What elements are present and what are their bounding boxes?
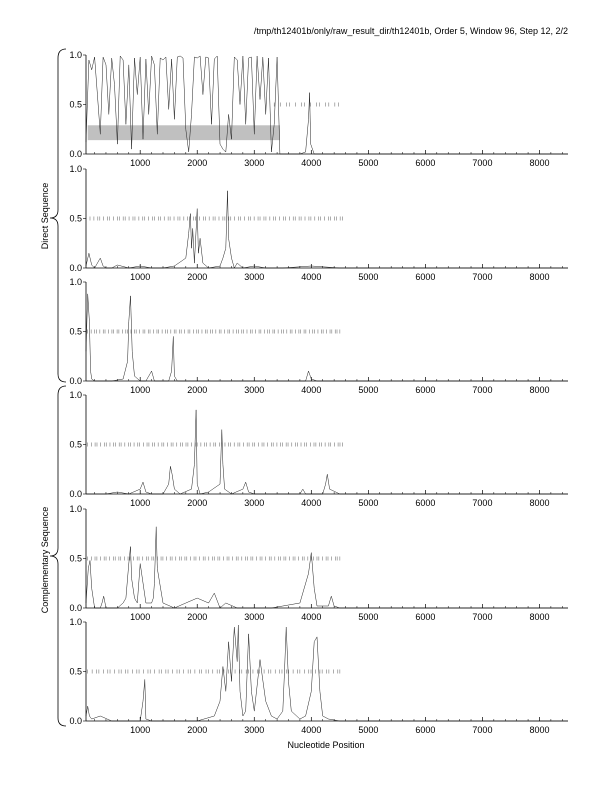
chart-panels: [69, 50, 568, 735]
complementary-bracket: [50, 386, 66, 726]
x-tick-label: 5000: [358, 272, 379, 282]
y-tick-label: 1.0: [69, 617, 82, 627]
x-tick-label: 3000: [244, 272, 265, 282]
y-tick-label: 0.5: [69, 326, 82, 337]
complementary-sequence-label: Complementary Sequence: [40, 506, 50, 614]
x-tick-label: 6000: [415, 725, 436, 735]
x-tick-label: 6000: [415, 612, 436, 622]
y-tick-label: 0.0: [69, 149, 82, 159]
x-tick-label: 2000: [187, 158, 208, 168]
x-tick-label: 4000: [301, 612, 322, 622]
panel-2: [69, 164, 568, 282]
x-tick-label: 3000: [244, 612, 265, 622]
x-tick-label: 4000: [301, 725, 322, 735]
x-tick-label: 4000: [301, 498, 322, 508]
panel-6: [69, 617, 568, 735]
x-tick-label: 6000: [415, 385, 436, 395]
x-tick-label: 7000: [472, 498, 493, 508]
x-tick-label: 7000: [472, 385, 493, 395]
x-axis-label: Nucleotide Position: [287, 740, 365, 750]
x-tick-label: 5000: [358, 385, 379, 395]
series-line: [86, 191, 568, 268]
x-tick-label: 2000: [187, 385, 208, 395]
y-tick-label: 0.5: [69, 213, 82, 224]
x-tick-label: 3000: [244, 498, 265, 508]
x-tick-label: 1000: [130, 158, 151, 168]
x-tick-label: 5000: [358, 158, 379, 168]
x-tick-label: 8000: [529, 725, 550, 735]
series-line: [86, 527, 568, 608]
y-tick-label: 0.0: [69, 489, 82, 499]
direct-sequence-label: Direct Sequence: [40, 182, 50, 250]
x-tick-label: 7000: [472, 272, 493, 282]
y-tick-label: 0.5: [69, 99, 82, 110]
series-line: [86, 410, 568, 494]
y-tick-label: 1.0: [69, 164, 82, 174]
x-tick-label: 1000: [130, 612, 151, 622]
y-tick-label: 0.0: [69, 603, 82, 613]
x-tick-label: 7000: [472, 158, 493, 168]
x-tick-label: 7000: [472, 725, 493, 735]
direct-bracket: [50, 49, 66, 382]
x-tick-label: 4000: [301, 385, 322, 395]
x-tick-label: 3000: [244, 385, 265, 395]
x-tick-label: 6000: [415, 498, 436, 508]
x-tick-label: 2000: [187, 725, 208, 735]
page-title: /tmp/th12401b/only/raw_result_dir/th12401b, Order 5, Window 96, Step 12, 2/2: [253, 26, 568, 36]
y-tick-label: 0.0: [69, 263, 82, 273]
x-tick-label: 5000: [358, 498, 379, 508]
x-tick-label: 8000: [529, 158, 550, 168]
group-brackets: [40, 49, 66, 726]
y-tick-label: 0.0: [69, 716, 82, 726]
x-tick-label: 5000: [358, 725, 379, 735]
x-tick-label: 3000: [244, 725, 265, 735]
panel-4: [69, 390, 568, 508]
x-tick-label: 1000: [130, 272, 151, 282]
y-tick-label: 0.0: [69, 376, 82, 386]
panel-1: [69, 50, 568, 168]
x-tick-label: 6000: [415, 272, 436, 282]
x-tick-label: 4000: [301, 272, 322, 282]
series-line: [86, 294, 568, 381]
x-tick-label: 2000: [187, 498, 208, 508]
x-tick-label: 1000: [130, 385, 151, 395]
x-tick-label: 3000: [244, 158, 265, 168]
x-tick-label: 8000: [529, 385, 550, 395]
x-tick-label: 5000: [358, 612, 379, 622]
x-tick-label: 6000: [415, 158, 436, 168]
x-tick-label: 1000: [130, 725, 151, 735]
y-tick-label: 0.5: [69, 439, 82, 450]
panel-5: [69, 504, 568, 622]
x-tick-label: 8000: [529, 272, 550, 282]
y-tick-label: 1.0: [69, 50, 82, 60]
panel-3: [69, 277, 568, 395]
y-tick-label: 1.0: [69, 504, 82, 514]
series-line: [86, 625, 568, 721]
x-tick-label: 4000: [301, 158, 322, 168]
x-tick-label: 1000: [130, 498, 151, 508]
y-tick-label: 1.0: [69, 390, 82, 400]
x-tick-label: 8000: [529, 498, 550, 508]
y-tick-label: 1.0: [69, 277, 82, 287]
x-tick-label: 2000: [187, 272, 208, 282]
x-tick-label: 7000: [472, 612, 493, 622]
y-tick-label: 0.5: [69, 553, 82, 564]
y-tick-label: 0.5: [69, 666, 82, 677]
x-tick-label: 8000: [529, 612, 550, 622]
x-tick-label: 2000: [187, 612, 208, 622]
